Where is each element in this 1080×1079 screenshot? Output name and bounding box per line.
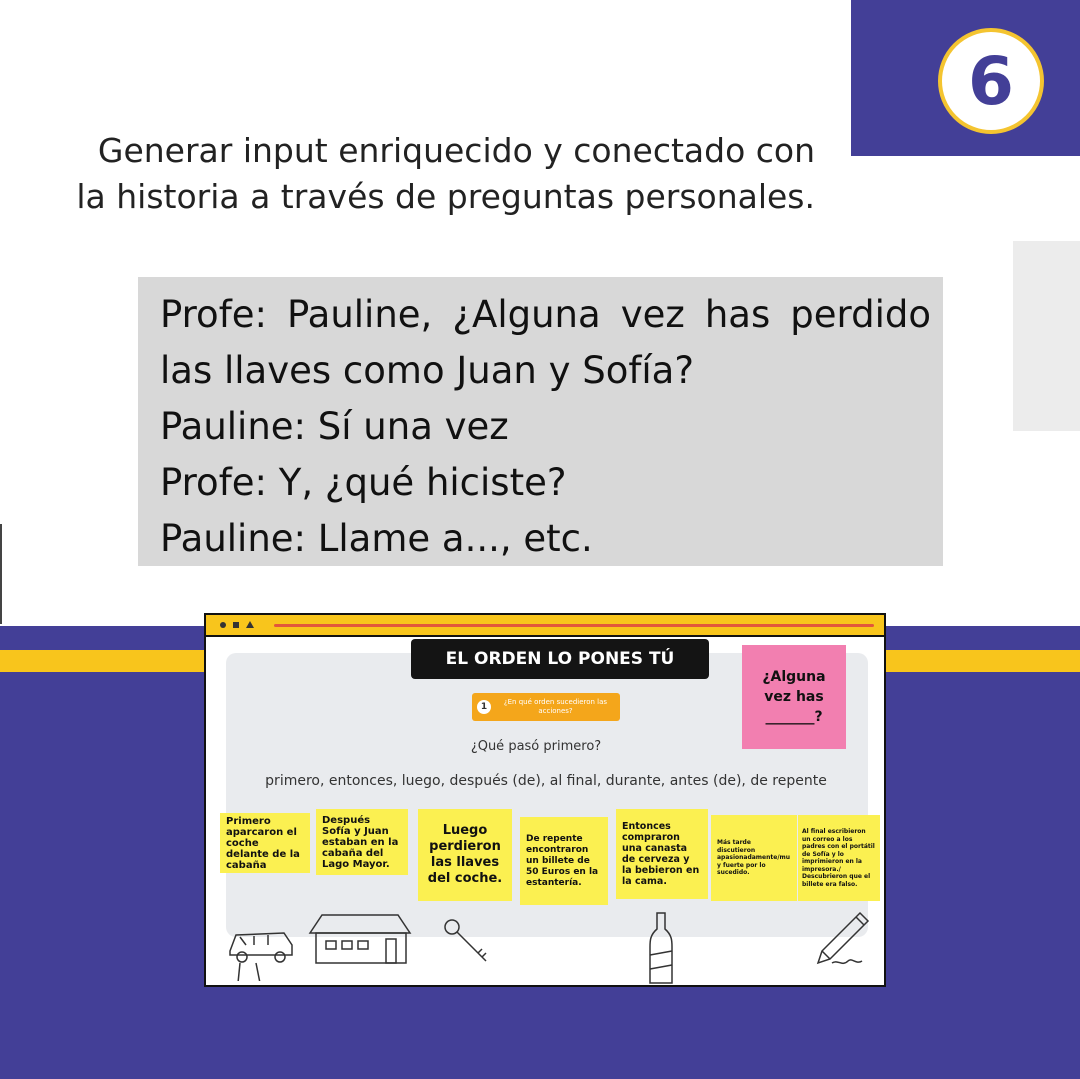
yellow-stripe-left — [0, 650, 206, 672]
sticky-note-7 — [798, 815, 880, 901]
activity-title: EL ORDEN LO PONES TÚ — [411, 639, 709, 679]
triangle-icon — [246, 621, 254, 628]
note-text: De repente encontraron un billete de 50 Euros en la estantería. — [526, 833, 599, 888]
step-number-badge: 6 — [938, 28, 1044, 134]
dialog-line: Profe: Y, ¿qué hiciste? — [160, 461, 567, 504]
key-icon — [442, 917, 492, 967]
sticky-note-2 — [316, 809, 408, 875]
note-text: Luego perdieron las llaves del coche. — [427, 823, 503, 886]
dialog-box — [138, 277, 943, 566]
dialog-line: las llaves como Juan y Sofía? — [160, 349, 694, 392]
connector-word-list: primero, entonces, luego, después (de), al final, durante, antes (de), de repente — [265, 773, 827, 789]
pink-note-line: vez has — [764, 689, 824, 705]
pencil-icon — [812, 909, 874, 969]
sticky-note-1 — [220, 813, 310, 873]
note-text: Al final escribieron un correo a los padres con el portátil de Sofía y lo imprimieron en la impresora./ Descubrieron que el billete era falso. — [802, 828, 875, 888]
activity-screenshot — [204, 613, 886, 987]
step-instruction — [472, 693, 620, 721]
side-grey-block — [1013, 241, 1080, 431]
dialog-line: Pauline: Sí una vez — [160, 405, 509, 448]
sticky-note-6 — [711, 815, 797, 901]
left-divider — [0, 524, 2, 624]
titlebar-line — [274, 624, 874, 627]
question-text: ¿Qué pasó primero? — [470, 739, 602, 754]
sticky-note-4 — [520, 817, 608, 905]
window-titlebar — [206, 615, 884, 637]
note-text: Primero aparcaron el coche delante de la cabaña — [226, 815, 300, 871]
pink-note-line: ¿Alguna — [762, 669, 826, 685]
note-text: Más tarde discutieron apasionadamente/mu y fuerte por lo sucedido. — [717, 839, 791, 877]
step-number: 1 — [477, 700, 491, 714]
car-icon — [226, 911, 296, 981]
step-text: ¿En qué orden sucedieron las acciones? — [503, 698, 608, 715]
page-heading — [30, 128, 815, 220]
note-text: Después Sofía y Juan estaban en la cabaña del Lago Mayor. — [322, 814, 399, 870]
dialog-line: Profe: Pauline, ¿Alguna vez has perdido — [160, 293, 931, 336]
square-icon — [233, 622, 239, 628]
sticky-note-3 — [418, 809, 512, 901]
dialog-line: Pauline: Llame a..., etc. — [160, 517, 593, 560]
bottle-icon — [648, 911, 674, 987]
cabin-icon — [306, 909, 416, 969]
heading-line-1: Generar input enriquecido y conectado con — [97, 131, 815, 170]
pink-sticky-note — [742, 645, 846, 749]
heading-line-2: la historia a través de preguntas personales. — [76, 177, 815, 216]
sticky-note-5 — [616, 809, 708, 899]
circle-icon — [220, 622, 226, 628]
pink-note-line: _______? — [765, 709, 823, 725]
yellow-stripe-right — [886, 650, 1080, 672]
note-text: Entonces compraron una canasta de cerveza y la bebieron en la cama. — [622, 821, 700, 887]
